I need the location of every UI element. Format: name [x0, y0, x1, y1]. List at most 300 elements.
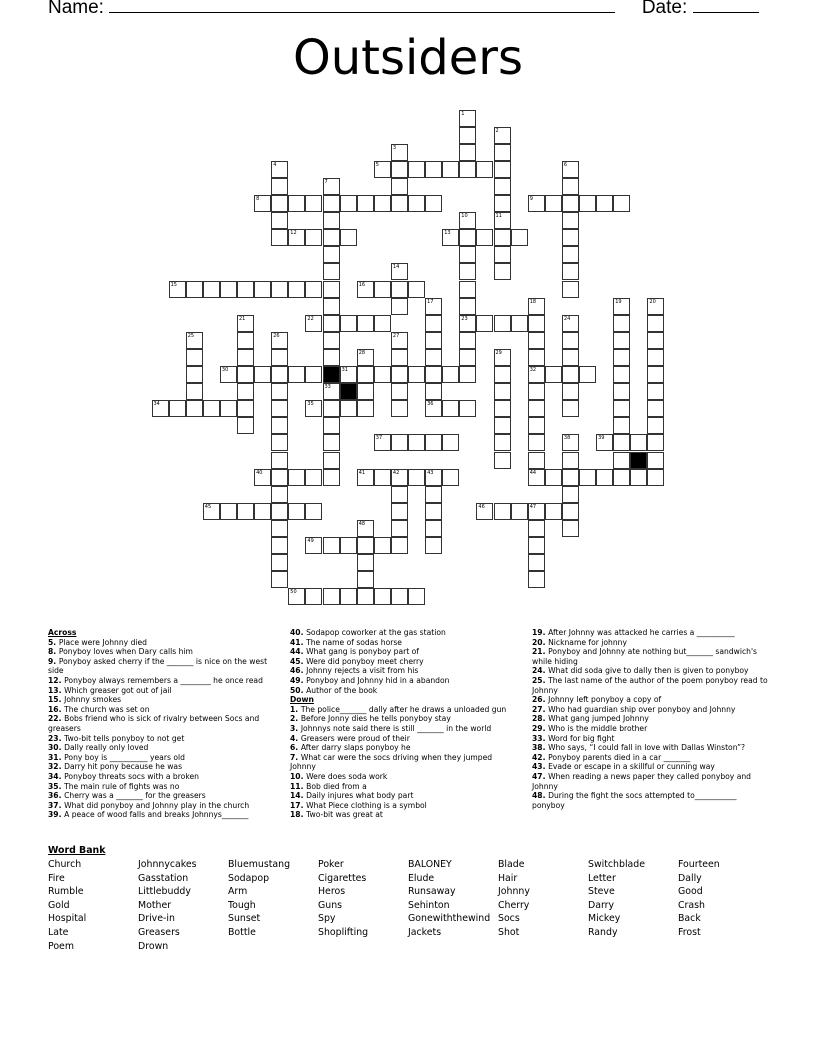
grid-cell[interactable]: [425, 503, 442, 520]
grid-cell[interactable]: [323, 332, 340, 349]
grid-cell[interactable]: [357, 469, 374, 486]
grid-cell[interactable]: [647, 434, 664, 451]
grid-cell[interactable]: [425, 486, 442, 503]
grid-cell[interactable]: [323, 400, 340, 417]
grid-cell[interactable]: [237, 366, 254, 383]
grid-cell[interactable]: [528, 537, 545, 554]
grid-cell[interactable]: [340, 366, 357, 383]
word-bank-item: Shoplifting: [318, 926, 369, 938]
grid-cell[interactable]: [288, 229, 305, 246]
grid-cell[interactable]: [374, 281, 391, 298]
grid-cell[interactable]: [528, 383, 545, 400]
grid-cell[interactable]: [579, 366, 596, 383]
grid-cell[interactable]: [613, 417, 630, 434]
grid-cell[interactable]: [271, 486, 288, 503]
grid-cell[interactable]: [271, 212, 288, 229]
grid-cell[interactable]: [305, 588, 322, 605]
grid-cell[interactable]: [391, 144, 408, 161]
grid-cell[interactable]: [254, 469, 271, 486]
grid-cell[interactable]: [391, 298, 408, 315]
grid-cell[interactable]: [528, 400, 545, 417]
grid-cell[interactable]: [613, 315, 630, 332]
grid-cell[interactable]: [408, 195, 425, 212]
word-bank-item: BALONEY: [408, 859, 452, 870]
grid-cell[interactable]: [305, 281, 322, 298]
grid-cell[interactable]: [425, 349, 442, 366]
grid-cell[interactable]: [494, 452, 511, 469]
grid-cell[interactable]: [408, 434, 425, 451]
grid-cell[interactable]: [323, 246, 340, 263]
grid-cell[interactable]: [613, 366, 630, 383]
grid-cell[interactable]: [408, 281, 425, 298]
word-bank-item: Poker: [318, 859, 344, 870]
grid-cell[interactable]: [425, 195, 442, 212]
grid-cell[interactable]: [340, 315, 357, 332]
grid-cell[interactable]: [562, 486, 579, 503]
grid-cell[interactable]: [323, 588, 340, 605]
word-bank: [48, 845, 768, 952]
grid-cell[interactable]: [305, 229, 322, 246]
down-clue: 48. During the fight the socs attempted to___________ ponyboy: [532, 791, 737, 810]
grid-cell[interactable]: [494, 195, 511, 212]
grid-cell[interactable]: [357, 366, 374, 383]
grid-cell[interactable]: [425, 332, 442, 349]
grid-cell[interactable]: [323, 315, 340, 332]
grid-cell[interactable]: [647, 349, 664, 366]
grid-cell[interactable]: [528, 434, 545, 451]
grid-cell[interactable]: [442, 366, 459, 383]
grid-cell[interactable]: [271, 383, 288, 400]
grid-cell[interactable]: [459, 366, 476, 383]
grid-cell[interactable]: [391, 195, 408, 212]
grid-cell[interactable]: [288, 469, 305, 486]
grid-cell[interactable]: [442, 400, 459, 417]
down-clue: 20. Nickname for johnny: [532, 637, 627, 647]
grid-cell[interactable]: [391, 366, 408, 383]
grid-cell[interactable]: [494, 383, 511, 400]
grid-cell[interactable]: [562, 383, 579, 400]
grid-cell[interactable]: [391, 486, 408, 503]
grid-cell[interactable]: [323, 383, 340, 400]
grid-cell[interactable]: [323, 452, 340, 469]
grid-cell[interactable]: [528, 195, 545, 212]
grid-cell[interactable]: [528, 366, 545, 383]
across-clue: 12. Ponyboy always remembers a ________ he once read: [48, 675, 263, 685]
grid-cell[interactable]: [271, 195, 288, 212]
grid-cell[interactable]: [323, 229, 340, 246]
grid-cell[interactable]: [237, 281, 254, 298]
grid-cell[interactable]: [528, 571, 545, 588]
grid-cell[interactable]: [494, 246, 511, 263]
grid-cell[interactable]: [305, 315, 322, 332]
grid-cell[interactable]: [220, 366, 237, 383]
grid-cell[interactable]: [647, 383, 664, 400]
grid-cell[interactable]: [357, 400, 374, 417]
grid-cell[interactable]: [459, 332, 476, 349]
grid-cell[interactable]: [562, 161, 579, 178]
grid-cell[interactable]: [545, 195, 562, 212]
grid-cell[interactable]: [494, 417, 511, 434]
grid-cell[interactable]: [630, 469, 647, 486]
grid-cell[interactable]: [288, 503, 305, 520]
grid-cell[interactable]: [237, 383, 254, 400]
grid-cell[interactable]: [357, 571, 374, 588]
grid-cell[interactable]: [459, 110, 476, 127]
grid-cell[interactable]: [476, 503, 493, 520]
grid-cell[interactable]: [340, 537, 357, 554]
puzzle-title: Outsiders: [292, 30, 524, 86]
grid-cell[interactable]: [288, 195, 305, 212]
grid-cell[interactable]: [494, 315, 511, 332]
grid-cell[interactable]: [340, 229, 357, 246]
grid-cell[interactable]: [562, 452, 579, 469]
down-clue: 2. Before Jonny dies he tells ponyboy stay: [290, 714, 451, 724]
grid-cell[interactable]: [374, 366, 391, 383]
grid-cell[interactable]: [528, 417, 545, 434]
grid-cell[interactable]: [511, 315, 528, 332]
grid-cell[interactable]: [374, 315, 391, 332]
grid-cell[interactable]: [459, 263, 476, 280]
word-bank-item: Hospital: [48, 913, 87, 925]
grid-cell[interactable]: [425, 520, 442, 537]
grid-cell[interactable]: [305, 503, 322, 520]
grid-cell[interactable]: [408, 161, 425, 178]
grid-cell[interactable]: [391, 349, 408, 366]
grid-cell[interactable]: [494, 127, 511, 144]
grid-cell[interactable]: [186, 383, 203, 400]
grid-cell[interactable]: [374, 588, 391, 605]
grid-cell[interactable]: [237, 315, 254, 332]
grid-cell[interactable]: [374, 537, 391, 554]
down-clue: 19. After Johnny was attacked he carries a __________: [532, 628, 735, 637]
grid-cell[interactable]: [459, 349, 476, 366]
grid-cell[interactable]: [391, 588, 408, 605]
grid-cell[interactable]: [579, 195, 596, 212]
grid-cell[interactable]: [357, 315, 374, 332]
grid-cell[interactable]: [562, 263, 579, 280]
grid-cell[interactable]: [203, 503, 220, 520]
grid-cell[interactable]: [305, 400, 322, 417]
grid-cell[interactable]: [613, 452, 630, 469]
grid-cell[interactable]: [323, 434, 340, 451]
grid-cell[interactable]: [374, 469, 391, 486]
grid-cell[interactable]: [357, 383, 374, 400]
across-clue: 5. Place were Johnny died: [48, 637, 147, 647]
grid-cell[interactable]: [459, 144, 476, 161]
grid-cell[interactable]: [305, 537, 322, 554]
grid-cell[interactable]: [391, 469, 408, 486]
grid-cell[interactable]: [220, 400, 237, 417]
grid-cell[interactable]: [596, 469, 613, 486]
grid-cell[interactable]: [271, 400, 288, 417]
grid-cell[interactable]: [425, 469, 442, 486]
grid-cell[interactable]: [613, 349, 630, 366]
word-bank-item: Cigarettes: [318, 872, 367, 884]
grid-cell[interactable]: [647, 400, 664, 417]
grid-cell[interactable]: [288, 281, 305, 298]
grid-cell[interactable]: [647, 469, 664, 486]
down-clue: 18. Two-bit was great at: [290, 810, 383, 820]
grid-cell[interactable]: [391, 520, 408, 537]
grid-cell[interactable]: [613, 434, 630, 451]
grid-cell[interactable]: [271, 469, 288, 486]
grid-cell[interactable]: [237, 349, 254, 366]
grid-cell[interactable]: [562, 503, 579, 520]
grid-cell[interactable]: [528, 332, 545, 349]
grid-cell[interactable]: [425, 383, 442, 400]
grid-cell[interactable]: [442, 229, 459, 246]
word-bank-item: Late: [48, 926, 69, 938]
grid-cell[interactable]: [459, 212, 476, 229]
grid-cell[interactable]: [613, 298, 630, 315]
grid-cell[interactable]: [323, 281, 340, 298]
grid-cell[interactable]: [323, 417, 340, 434]
grid-cell[interactable]: [613, 469, 630, 486]
down-clue: 17. What Piece clothing is a symbol: [290, 800, 427, 810]
grid-cell[interactable]: [186, 400, 203, 417]
grid-cell[interactable]: [391, 503, 408, 520]
down-clue: 6. After darry slaps ponyboy he: [290, 743, 411, 753]
grid-cell[interactable]: [494, 178, 511, 195]
grid-cell[interactable]: [459, 246, 476, 263]
grid-cell[interactable]: [391, 537, 408, 554]
grid-cell[interactable]: [476, 315, 493, 332]
grid-cell[interactable]: [271, 366, 288, 383]
grid-cell[interactable]: [254, 195, 271, 212]
clue-number: 17: [427, 298, 434, 305]
grid-cell[interactable]: [425, 537, 442, 554]
grid-cell[interactable]: [237, 417, 254, 434]
grid-cell[interactable]: [203, 281, 220, 298]
grid-cell[interactable]: [271, 349, 288, 366]
grid-cell[interactable]: [562, 315, 579, 332]
grid-cell[interactable]: [528, 554, 545, 571]
down-clue-list-cont: [532, 628, 768, 810]
grid-cell[interactable]: [562, 195, 579, 212]
grid-cell[interactable]: [357, 195, 374, 212]
grid-cell[interactable]: [494, 212, 511, 229]
grid-cell[interactable]: [613, 383, 630, 400]
grid-cell[interactable]: [647, 417, 664, 434]
down-clue: 43. Evade or escape in a skillful or cunning way: [532, 762, 715, 772]
grid-cell[interactable]: [391, 434, 408, 451]
grid-cell[interactable]: [562, 349, 579, 366]
grid-cell[interactable]: [323, 195, 340, 212]
grid-cell[interactable]: [528, 469, 545, 486]
grid-cell[interactable]: [459, 229, 476, 246]
grid-cell[interactable]: [494, 161, 511, 178]
grid-cell[interactable]: [408, 469, 425, 486]
grid-cell[interactable]: [271, 161, 288, 178]
grid-cell[interactable]: [391, 332, 408, 349]
grid-cell[interactable]: [271, 503, 288, 520]
grid-cell[interactable]: [408, 366, 425, 383]
grid-cell[interactable]: [357, 520, 374, 537]
word-bank-item: Runsaway: [408, 886, 456, 898]
grid-cell[interactable]: [545, 469, 562, 486]
grid-cell[interactable]: [562, 281, 579, 298]
grid-cell[interactable]: [476, 229, 493, 246]
grid-cell[interactable]: [647, 315, 664, 332]
grid-cell[interactable]: [357, 554, 374, 571]
grid-cell[interactable]: [494, 366, 511, 383]
grid-cell[interactable]: [305, 469, 322, 486]
grid-cell[interactable]: [340, 400, 357, 417]
grid-cell[interactable]: [459, 315, 476, 332]
grid-cell[interactable]: [562, 212, 579, 229]
grid-cell[interactable]: [647, 366, 664, 383]
grid-cell[interactable]: [511, 503, 528, 520]
grid-cell[interactable]: [562, 178, 579, 195]
grid-cell[interactable]: [391, 178, 408, 195]
grid-cell[interactable]: [305, 366, 322, 383]
grid-cell[interactable]: [271, 281, 288, 298]
grid-cell[interactable]: [271, 434, 288, 451]
grid-cell[interactable]: [579, 469, 596, 486]
grid-cell[interactable]: [254, 503, 271, 520]
grid-cell[interactable]: [391, 383, 408, 400]
grid-cell[interactable]: [494, 503, 511, 520]
grid-cell[interactable]: [562, 332, 579, 349]
grid-cell[interactable]: [271, 554, 288, 571]
grid-cell[interactable]: [271, 452, 288, 469]
grid-cell[interactable]: [562, 469, 579, 486]
grid-cell[interactable]: [442, 434, 459, 451]
grid-cell[interactable]: [374, 195, 391, 212]
grid-cell[interactable]: [340, 195, 357, 212]
grid-cell[interactable]: [459, 161, 476, 178]
grid-cell[interactable]: [305, 195, 322, 212]
grid-cell[interactable]: [408, 588, 425, 605]
grid-cell[interactable]: [562, 400, 579, 417]
grid-cell[interactable]: [528, 349, 545, 366]
grid-cell[interactable]: [391, 161, 408, 178]
grid-cell[interactable]: [237, 332, 254, 349]
grid-cell[interactable]: [596, 434, 613, 451]
grid-cell[interactable]: [271, 178, 288, 195]
grid-cell[interactable]: [528, 315, 545, 332]
grid-cell[interactable]: [323, 212, 340, 229]
clue-number: 38: [563, 435, 571, 442]
grid-cell[interactable]: [425, 161, 442, 178]
grid-cell[interactable]: [271, 417, 288, 434]
clue-number: 39: [598, 435, 605, 442]
grid-cell[interactable]: [613, 332, 630, 349]
grid-cell[interactable]: [647, 452, 664, 469]
grid-cell[interactable]: [596, 195, 613, 212]
grid-cell[interactable]: [494, 400, 511, 417]
grid-cell[interactable]: [459, 127, 476, 144]
grid-cell[interactable]: [425, 434, 442, 451]
grid-cell[interactable]: [562, 434, 579, 451]
grid-cell[interactable]: [323, 263, 340, 280]
grid-cell[interactable]: [186, 349, 203, 366]
grid-cell[interactable]: [459, 400, 476, 417]
grid-cell[interactable]: [425, 366, 442, 383]
grid-cell[interactable]: [562, 229, 579, 246]
grid-cell[interactable]: [357, 537, 374, 554]
grid-cell[interactable]: [237, 503, 254, 520]
grid-cell[interactable]: [271, 229, 288, 246]
grid-cell[interactable]: [613, 195, 630, 212]
grid-cell[interactable]: [169, 281, 186, 298]
grid-cell[interactable]: [494, 434, 511, 451]
grid-cell[interactable]: [562, 366, 579, 383]
grid-cell[interactable]: [374, 434, 391, 451]
grid-cell[interactable]: [152, 400, 169, 417]
grid-cell[interactable]: [271, 571, 288, 588]
grid-cell[interactable]: [391, 281, 408, 298]
grid-cell[interactable]: [562, 520, 579, 537]
grid-cell[interactable]: [459, 281, 476, 298]
grid-cell[interactable]: [323, 178, 340, 195]
grid-cell[interactable]: [169, 400, 186, 417]
grid-cell[interactable]: [186, 281, 203, 298]
grid-cell[interactable]: [186, 366, 203, 383]
grid-cell[interactable]: [288, 588, 305, 605]
grid-cell[interactable]: [494, 263, 511, 280]
grid-cell[interactable]: [425, 315, 442, 332]
grid-cell[interactable]: [323, 349, 340, 366]
grid-cell[interactable]: [357, 281, 374, 298]
across-clue: 31. Pony boy is __________ years old: [48, 752, 185, 762]
grid-cell[interactable]: [271, 332, 288, 349]
grid-cell[interactable]: [442, 469, 459, 486]
grid-cell[interactable]: [323, 469, 340, 486]
grid-cell[interactable]: [545, 366, 562, 383]
grid-cell[interactable]: [613, 400, 630, 417]
grid-cell[interactable]: [186, 332, 203, 349]
grid-cell[interactable]: [254, 366, 271, 383]
grid-cell[interactable]: [528, 298, 545, 315]
grid-cell[interactable]: [374, 161, 391, 178]
grid-cell[interactable]: [562, 246, 579, 263]
grid-cell[interactable]: [271, 537, 288, 554]
grid-cell[interactable]: [237, 400, 254, 417]
grid-cell[interactable]: [323, 537, 340, 554]
grid-cell[interactable]: [494, 349, 511, 366]
grid-cell[interactable]: [220, 503, 237, 520]
grid-cell[interactable]: [545, 503, 562, 520]
grid-cell[interactable]: [647, 298, 664, 315]
grid-cell[interactable]: [220, 281, 237, 298]
grid-cell[interactable]: [528, 452, 545, 469]
grid-cell[interactable]: [528, 503, 545, 520]
grid-cell[interactable]: [630, 434, 647, 451]
grid-cell[interactable]: [494, 229, 511, 246]
clue-number: 23: [461, 315, 468, 322]
grid-cell[interactable]: [476, 161, 493, 178]
grid-cell[interactable]: [357, 588, 374, 605]
grid-cell[interactable]: [254, 281, 271, 298]
grid-cell[interactable]: [425, 298, 442, 315]
grid-cell[interactable]: [203, 400, 220, 417]
grid-cell[interactable]: [425, 400, 442, 417]
grid-cell[interactable]: [357, 349, 374, 366]
grid-cell[interactable]: [271, 520, 288, 537]
grid-cell[interactable]: [288, 366, 305, 383]
grid-cell[interactable]: [340, 588, 357, 605]
grid-cell[interactable]: [511, 229, 528, 246]
grid-cell[interactable]: [391, 263, 408, 280]
grid-cell[interactable]: [323, 298, 340, 315]
grid-cell[interactable]: [459, 298, 476, 315]
grid-cell[interactable]: [528, 520, 545, 537]
grid-cell[interactable]: [494, 144, 511, 161]
grid-cell[interactable]: [647, 332, 664, 349]
grid-cell[interactable]: [391, 400, 408, 417]
grid-cell[interactable]: [442, 161, 459, 178]
